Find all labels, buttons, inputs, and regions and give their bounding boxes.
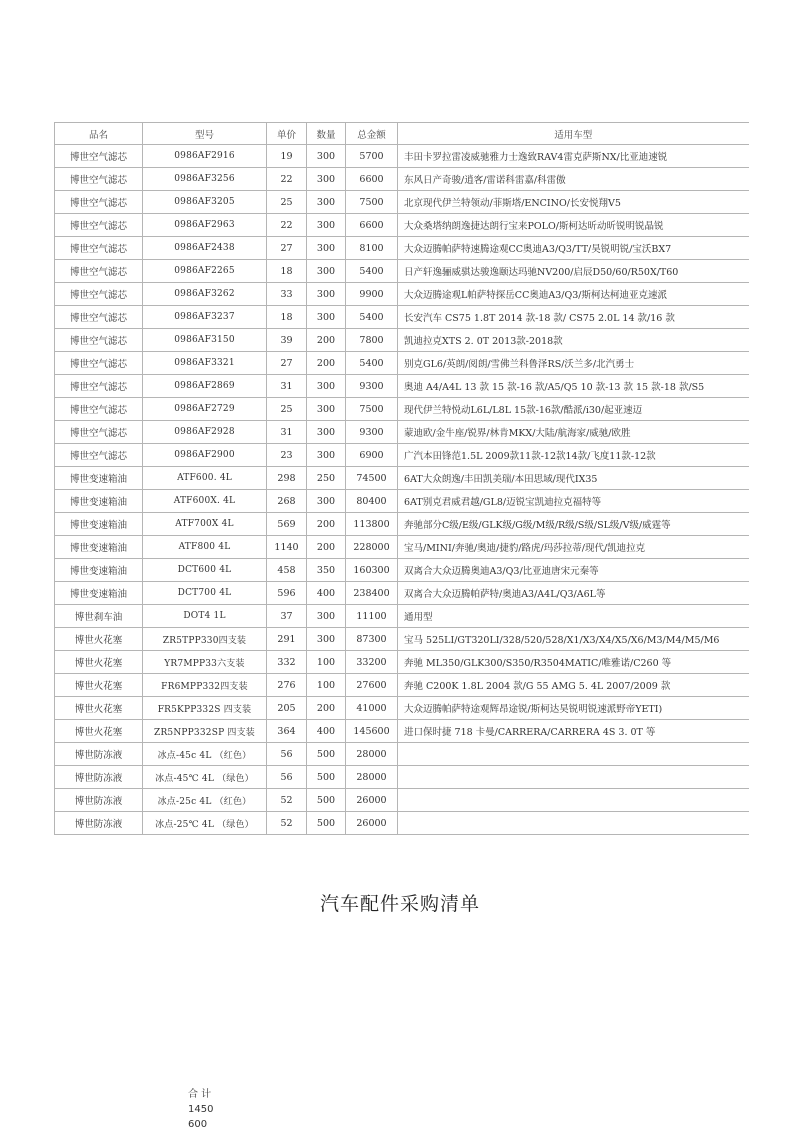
cell-quantity: 350: [307, 559, 346, 582]
table-row: [55, 490, 749, 513]
cell-model: DOT4 1L: [143, 605, 267, 628]
purchase-table: [54, 122, 749, 835]
cell-vehicles: 长安汽车 CS75 1.8T 2014 款-18 款/ CS75 2.0L 14 款/16 款: [398, 306, 749, 329]
cell-vehicles: [398, 812, 749, 835]
cell-unit-price: 31: [267, 375, 307, 398]
table-row: [55, 191, 749, 214]
cell-model: 0986AF2265: [143, 260, 267, 283]
cell-name: 博世空气滤芯: [55, 375, 143, 398]
cell-quantity: 200: [307, 329, 346, 352]
cell-vehicles: 广汽本田锋范1.5L 2009款11款-12款14款/飞度11款-12款: [398, 444, 749, 467]
cell-unit-price: 25: [267, 191, 307, 214]
cell-vehicles: 奥迪 A4/A4L 13 款 15 款-16 款/A5/Q5 10 款-13 款 15 款-18 款/S5: [398, 375, 749, 398]
cell-name: 博世空气滤芯: [55, 306, 143, 329]
table-row: [55, 467, 749, 490]
cell-quantity: 300: [307, 628, 346, 651]
cell-total: 28000: [346, 743, 398, 766]
cell-unit-price: 205: [267, 697, 307, 720]
cell-total: 9300: [346, 421, 398, 444]
cell-unit-price: 39: [267, 329, 307, 352]
table-row: [55, 306, 749, 329]
cell-model: 0986AF3237: [143, 306, 267, 329]
cell-quantity: 300: [307, 191, 346, 214]
cell-unit-price: 596: [267, 582, 307, 605]
cell-quantity: 500: [307, 789, 346, 812]
cell-quantity: 200: [307, 536, 346, 559]
cell-unit-price: 31: [267, 421, 307, 444]
table-row: [55, 375, 749, 398]
cell-total: 7500: [346, 398, 398, 421]
cell-vehicles: 蒙迪欧/金牛座/锐界/林肯MKX/大陆/航海家/威驰/欧胜: [398, 421, 749, 444]
table-row: [55, 145, 749, 168]
totals-value: 1450: [188, 1104, 214, 1115]
cell-model: 0986AF2869: [143, 375, 267, 398]
cell-vehicles: 进口保时捷 718 卡曼/CARRERA/CARRERA 4S 3. 0T 等: [398, 720, 749, 743]
cell-quantity: 300: [307, 421, 346, 444]
cell-name: 博世空气滤芯: [55, 168, 143, 191]
cell-model: 冰点-45c 4L （红色）: [143, 743, 267, 766]
cell-vehicles: 大众迈腾帕萨特途观辉昂途锐/斯柯达昊锐明锐速派野帝YETI): [398, 697, 749, 720]
cell-vehicles: 北京现代伊兰特领动/菲斯塔/ENCINO/长安悦翔V5: [398, 191, 749, 214]
cell-name: 博世空气滤芯: [55, 145, 143, 168]
cell-model: FR5KPP332S 四支装: [143, 697, 267, 720]
cell-vehicles: 大众桑塔纳朗逸捷达朗行宝来POLO/斯柯达昕动昕锐明锐晶锐: [398, 214, 749, 237]
cell-model: 冰点-25c 4L （红色）: [143, 789, 267, 812]
cell-vehicles: 凯迪拉克XTS 2. 0T 2013款-2018款: [398, 329, 749, 352]
cell-total: 5400: [346, 260, 398, 283]
column-header-quantity: 数量: [307, 123, 346, 145]
table-row: [55, 743, 749, 766]
cell-vehicles: 通用型: [398, 605, 749, 628]
cell-total: 28000: [346, 766, 398, 789]
cell-vehicles: 大众迈腾帕萨特速腾途观CC奥迪A3/Q3/TT/昊锐明锐/宝沃BX7: [398, 237, 749, 260]
cell-total: 26000: [346, 789, 398, 812]
cell-unit-price: 56: [267, 743, 307, 766]
cell-total: 9900: [346, 283, 398, 306]
cell-total: 145600: [346, 720, 398, 743]
cell-model: FR6MPP332四支装: [143, 674, 267, 697]
cell-name: 博世变速箱油: [55, 559, 143, 582]
table-row: [55, 766, 749, 789]
cell-model: 0986AF2928: [143, 421, 267, 444]
table-row: [55, 697, 749, 720]
cell-unit-price: 364: [267, 720, 307, 743]
table-row: [55, 168, 749, 191]
totals-block: [188, 1087, 213, 1132]
cell-unit-price: 56: [267, 766, 307, 789]
totals-value: 600: [188, 1119, 208, 1130]
cell-vehicles: [398, 743, 749, 766]
cell-name: 博世变速箱油: [55, 536, 143, 559]
cell-quantity: 300: [307, 306, 346, 329]
cell-vehicles: 别克GL6/英朗/阅朗/雪佛兰科鲁泽RS/沃兰多/北汽勇士: [398, 352, 749, 375]
column-header-unit-price: 单价: [267, 123, 307, 145]
cell-total: 113800: [346, 513, 398, 536]
cell-total: 7800: [346, 329, 398, 352]
cell-vehicles: 双离合大众迈腾帕萨特/奥迪A3/A4L/Q3/A6L等: [398, 582, 749, 605]
cell-unit-price: 27: [267, 352, 307, 375]
cell-name: 博世空气滤芯: [55, 214, 143, 237]
cell-model: 冰点-25℃ 4L （绿色）: [143, 812, 267, 835]
cell-model: 0986AF3256: [143, 168, 267, 191]
cell-unit-price: 52: [267, 789, 307, 812]
table-row: [55, 628, 749, 651]
cell-model: 0986AF2963: [143, 214, 267, 237]
cell-total: 8100: [346, 237, 398, 260]
cell-quantity: 400: [307, 720, 346, 743]
cell-quantity: 300: [307, 237, 346, 260]
cell-vehicles: 丰田卡罗拉雷凌威驰雅力士逸致RAV4雷克萨斯NX/比亚迪速锐: [398, 145, 749, 168]
cell-name: 博世空气滤芯: [55, 444, 143, 467]
cell-unit-price: 18: [267, 306, 307, 329]
cell-vehicles: 现代伊兰特悦动L6L/L8L 15款-16款/酷派/i30/起亚速迈: [398, 398, 749, 421]
cell-vehicles: 奔驰部分C级/E级/GLK级/G级/M级/R级/S级/SL级/V级/威霆等: [398, 513, 749, 536]
cell-name: 博世火花塞: [55, 697, 143, 720]
cell-total: 11100: [346, 605, 398, 628]
cell-quantity: 500: [307, 812, 346, 835]
cell-unit-price: 268: [267, 490, 307, 513]
cell-vehicles: 宝马/MINI/奔驰/奥迪/捷豹/路虎/玛莎拉蒂/现代/凯迪拉克: [398, 536, 749, 559]
cell-unit-price: 569: [267, 513, 307, 536]
cell-unit-price: 52: [267, 812, 307, 835]
cell-name: 博世变速箱油: [55, 513, 143, 536]
cell-model: 0986AF2900: [143, 444, 267, 467]
cell-vehicles: 宝马 525LI/GT320LI/328/520/528/X1/X3/X4/X5/X6/M3/M4/M5/M6: [398, 628, 749, 651]
cell-unit-price: 276: [267, 674, 307, 697]
cell-total: 6600: [346, 214, 398, 237]
page-title: 汽车配件采购清单: [319, 893, 480, 915]
cell-total: 5400: [346, 352, 398, 375]
cell-model: YR7MPP33六支装: [143, 651, 267, 674]
cell-total: 5700: [346, 145, 398, 168]
table-row: [55, 214, 749, 237]
cell-vehicles: 日产轩逸骊威骐达骏逸颐达玛驰NV200/启辰D50/60/R50X/T60: [398, 260, 749, 283]
cell-model: ATF600X. 4L: [143, 490, 267, 513]
table-row: [55, 352, 749, 375]
cell-name: 博世火花塞: [55, 651, 143, 674]
cell-total: 41000: [346, 697, 398, 720]
cell-name: 博世防冻液: [55, 812, 143, 835]
cell-name: 博世变速箱油: [55, 490, 143, 513]
cell-unit-price: 291: [267, 628, 307, 651]
cell-quantity: 200: [307, 352, 346, 375]
cell-unit-price: 37: [267, 605, 307, 628]
cell-vehicles: 双离合大众迈腾奥迪A3/Q3/比亚迪唐宋元秦等: [398, 559, 749, 582]
cell-quantity: 300: [307, 398, 346, 421]
cell-vehicles: 6AT大众朗逸/丰田凯美瑞/本田思域/现代IX35: [398, 467, 749, 490]
cell-total: 6900: [346, 444, 398, 467]
cell-name: 博世空气滤芯: [55, 237, 143, 260]
cell-quantity: 300: [307, 168, 346, 191]
cell-total: 9300: [346, 375, 398, 398]
cell-unit-price: 23: [267, 444, 307, 467]
table-body: [55, 145, 749, 835]
cell-quantity: 300: [307, 444, 346, 467]
cell-model: 0986AF3205: [143, 191, 267, 214]
cell-model: 冰点-45℃ 4L （绿色）: [143, 766, 267, 789]
table-row: [55, 605, 749, 628]
cell-quantity: 250: [307, 467, 346, 490]
cell-total: 238400: [346, 582, 398, 605]
table-row: [55, 444, 749, 467]
table-row: [55, 237, 749, 260]
cell-model: 0986AF3262: [143, 283, 267, 306]
cell-model: ZR5TPP330四支装: [143, 628, 267, 651]
cell-model: ATF600. 4L: [143, 467, 267, 490]
cell-name: 博世火花塞: [55, 720, 143, 743]
table-row: [55, 651, 749, 674]
cell-unit-price: 19: [267, 145, 307, 168]
cell-name: 博世火花塞: [55, 628, 143, 651]
cell-model: 0986AF3150: [143, 329, 267, 352]
cell-unit-price: 1140: [267, 536, 307, 559]
cell-name: 博世空气滤芯: [55, 352, 143, 375]
cell-total: 80400: [346, 490, 398, 513]
cell-total: 74500: [346, 467, 398, 490]
totals-label: 合 计: [188, 1089, 212, 1100]
table-row: [55, 398, 749, 421]
column-header-model: 型号: [143, 123, 267, 145]
cell-model: 0986AF2438: [143, 237, 267, 260]
cell-vehicles: 6AT别克君威君越/GL8/迈锐宝凯迪拉克福特等: [398, 490, 749, 513]
cell-name: 博世空气滤芯: [55, 283, 143, 306]
cell-model: ATF700X 4L: [143, 513, 267, 536]
cell-vehicles: 东风日产奇骏/逍客/雷诺科雷嘉/科雷傲: [398, 168, 749, 191]
cell-name: 博世空气滤芯: [55, 398, 143, 421]
cell-quantity: 300: [307, 214, 346, 237]
cell-name: 博世变速箱油: [55, 582, 143, 605]
cell-name: 博世防冻液: [55, 743, 143, 766]
table-row: [55, 582, 749, 605]
cell-total: 27600: [346, 674, 398, 697]
cell-name: 博世防冻液: [55, 789, 143, 812]
table-row: [55, 812, 749, 835]
cell-quantity: 300: [307, 375, 346, 398]
table-row: [55, 283, 749, 306]
cell-unit-price: 458: [267, 559, 307, 582]
cell-total: 228000: [346, 536, 398, 559]
cell-unit-price: 22: [267, 168, 307, 191]
table-row: [55, 260, 749, 283]
cell-model: ATF800 4L: [143, 536, 267, 559]
cell-vehicles: 大众迈腾途观L帕萨特探岳CC奥迪A3/Q3/斯柯达柯迪亚克速派: [398, 283, 749, 306]
cell-unit-price: 27: [267, 237, 307, 260]
table-row: [55, 674, 749, 697]
cell-name: 博世防冻液: [55, 766, 143, 789]
cell-model: 0986AF2916: [143, 145, 267, 168]
cell-unit-price: 332: [267, 651, 307, 674]
cell-quantity: 300: [307, 145, 346, 168]
table-header-row: [55, 123, 749, 145]
cell-total: 7500: [346, 191, 398, 214]
table-row: [55, 559, 749, 582]
cell-total: 5400: [346, 306, 398, 329]
cell-total: 87300: [346, 628, 398, 651]
column-header-total: 总金额: [346, 123, 398, 145]
cell-model: ZR5NPP332SP 四支装: [143, 720, 267, 743]
cell-quantity: 100: [307, 674, 346, 697]
cell-total: 33200: [346, 651, 398, 674]
cell-name: 博世刹车油: [55, 605, 143, 628]
column-header-name: 品名: [55, 123, 143, 145]
cell-name: 博世空气滤芯: [55, 260, 143, 283]
cell-total: 26000: [346, 812, 398, 835]
cell-total: 6600: [346, 168, 398, 191]
cell-name: 博世变速箱油: [55, 467, 143, 490]
cell-quantity: 300: [307, 605, 346, 628]
cell-model: DCT600 4L: [143, 559, 267, 582]
cell-vehicles: [398, 766, 749, 789]
cell-quantity: 200: [307, 697, 346, 720]
table-row: [55, 329, 749, 352]
column-header-vehicles: 适用车型: [398, 123, 749, 145]
cell-unit-price: 298: [267, 467, 307, 490]
table-row: [55, 513, 749, 536]
cell-quantity: 200: [307, 513, 346, 536]
cell-total: 160300: [346, 559, 398, 582]
cell-quantity: 500: [307, 766, 346, 789]
cell-name: 博世空气滤芯: [55, 191, 143, 214]
cell-model: DCT700 4L: [143, 582, 267, 605]
table-row: [55, 421, 749, 444]
cell-quantity: 400: [307, 582, 346, 605]
cell-quantity: 300: [307, 260, 346, 283]
cell-model: 0986AF2729: [143, 398, 267, 421]
cell-model: 0986AF3321: [143, 352, 267, 375]
cell-vehicles: 奔驰 C200K 1.8L 2004 款/G 55 AMG 5. 4L 2007/2009 款: [398, 674, 749, 697]
cell-quantity: 300: [307, 490, 346, 513]
cell-unit-price: 22: [267, 214, 307, 237]
cell-name: 博世空气滤芯: [55, 329, 143, 352]
cell-quantity: 500: [307, 743, 346, 766]
cell-vehicles: [398, 789, 749, 812]
table-row: [55, 720, 749, 743]
table-row: [55, 536, 749, 559]
table-row: [55, 789, 749, 812]
cell-name: 博世空气滤芯: [55, 421, 143, 444]
cell-unit-price: 25: [267, 398, 307, 421]
purchase-table-container: [54, 122, 748, 835]
cell-vehicles: 奔驰 ML350/GLK300/S350/R3504MATIC/唯雅诺/C260 等: [398, 651, 749, 674]
cell-unit-price: 33: [267, 283, 307, 306]
cell-name: 博世火花塞: [55, 674, 143, 697]
cell-unit-price: 18: [267, 260, 307, 283]
cell-quantity: 300: [307, 283, 346, 306]
cell-quantity: 100: [307, 651, 346, 674]
